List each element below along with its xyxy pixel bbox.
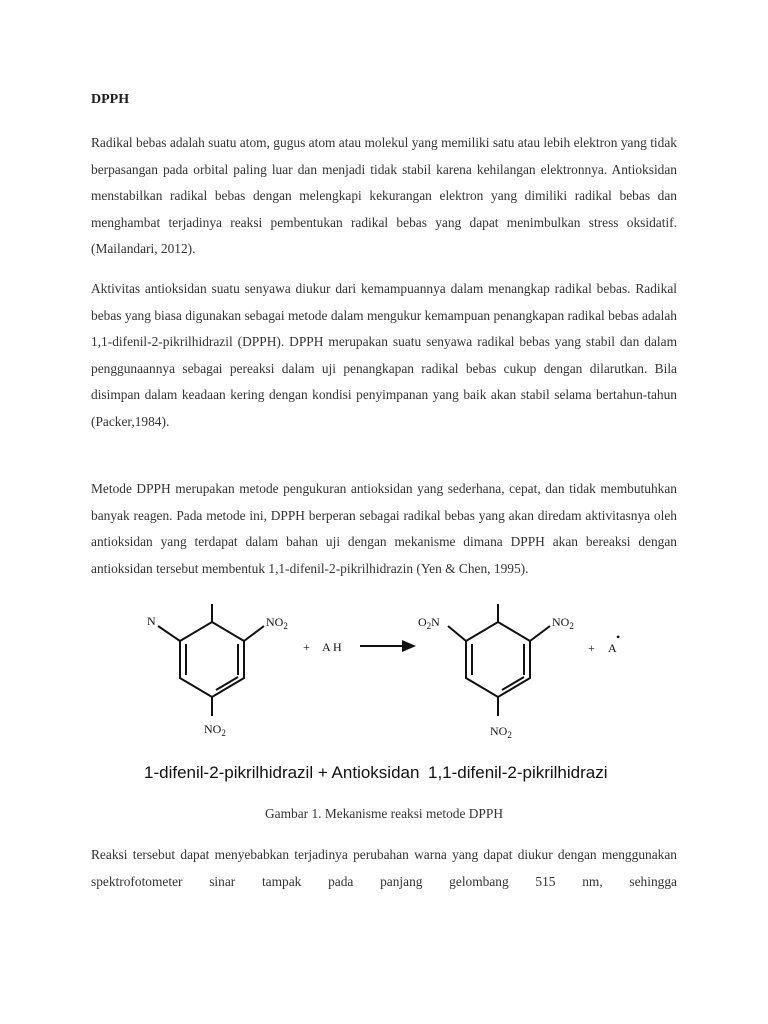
reactant-ring: [158, 604, 264, 716]
reaction-diagram: [140, 596, 630, 792]
product-no2-bottom: $NO_2$: [490, 724, 512, 740]
reactant-n-label: N: [147, 614, 156, 628]
reagent-ah: A H: [322, 640, 342, 654]
figure-caption: Gambar 1. Mekanisme reaksi metode DPPH: [264, 806, 503, 821]
paragraph-metode-dpph: Metode DPPH merupakan metode pengukuran antioksidan yang sederhana, cepat, dan tidak membutuhkan banyak reagen. Pada metode ini, DPPH berperan sebagai radikal bebas yang akan diredam aktivitasnya oleh antioksidan yang terdapat dalam bahan uji dengan mekanisme dimana DPPH akan bereaksi dengan antioksidan tersebut membentuk 1,1-difenil-2-pikrilhidrazin (Yen & Chen, 1995).: [91, 481, 677, 576]
product-ring: [448, 604, 550, 716]
product-no2-right: $NO_2$: [552, 615, 574, 631]
paragraph-aktivitas-antioksidan: Aktivitas antioksidan suatu senyawa diukur dari kemampuannya dalam menangkap radikal bebas. Radikal bebas yang biasa digunakan sebagai metode dalam mengukur kemampuan penangkapan radikal bebas adalah 1,1-difenil-2-pikrilhidrazil (DPPH). DPPH merupakan suatu senyawa radikal bebas yang stabil dan dalam penggunaannya sebagai pereaksi dalam uji penangkapan radikal bebas cukup dengan dilarutkan. Bila disimpan dalam keadaan kering dengan kondisi penyimpanan yang baik akan stabil selama bertahun-tahun (Packer,1984).: [91, 281, 677, 429]
product-name: 1,1-difenil-2-pikrilhidrazi: [428, 763, 608, 782]
product-plus: +: [588, 641, 595, 655]
reactant-name: 1-difenil-2-pikrilhidrazil + Antioksidan: [144, 763, 420, 782]
document-heading: DPPH: [91, 92, 130, 107]
product-o2n-left: $O_2N$: [418, 615, 440, 631]
paragraph-reaksi-warna: Reaksi tersebut dapat menyebabkan terjadinya perubahan warna yang dapat diukur dengan menggunakan spektrofotometer sinar tampak pada panjang gelombang 515 nm, sehingga: [91, 847, 677, 889]
reactant-no2-right: $NO_2$: [266, 615, 288, 631]
reagent-plus: +: [303, 640, 310, 654]
paragraph-radikal-bebas: Radikal bebas adalah suatu atom, gugus atom atau molekul yang memiliki satu atau lebih elektron yang tidak berpasangan pada orbital paling luar dan menjadi tidak stabil karena kehilangan elektronnya. Antioksidan menstabilkan radikal bebas dengan melengkapi kekurangan elektron yang dimiliki radikal bebas dan menghambat terjadinya reaksi pembentukan radikal bebas yang dapat menimbulkan stress oksidatif. (Mailandari, 2012).: [91, 135, 677, 256]
product-radical-dot: •: [616, 630, 621, 644]
reactant-no2-bottom: $NO_2$: [204, 722, 226, 738]
product-radical-a: A: [608, 641, 617, 655]
reaction-arrow: [360, 640, 416, 652]
reaction-figure: [140, 596, 630, 792]
